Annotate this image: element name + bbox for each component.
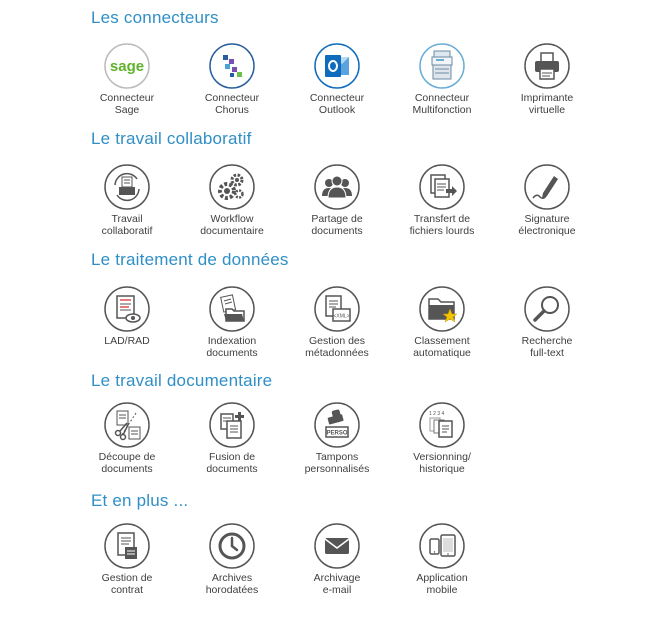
feature-indexation-documents[interactable] — [177, 285, 287, 359]
feature-label: Connecteur Multifonction — [412, 92, 472, 116]
feature-label: Fusion de documents — [206, 451, 258, 475]
sage-logo-icon — [103, 42, 151, 90]
feature-fusion-documents[interactable] — [177, 401, 287, 475]
stamp-icon — [313, 401, 361, 449]
feature-imprimante-virtuelle[interactable] — [492, 42, 602, 116]
svg-text:1 2 3 4: 1 2 3 4 — [429, 411, 445, 417]
feature-label: Application mobile — [416, 572, 468, 596]
feature-label: Imprimante virtuelle — [520, 92, 574, 116]
feature-signature-electronique[interactable] — [492, 163, 602, 237]
feature-label: LAD/RAD — [104, 335, 150, 347]
feature-archives-horodatees[interactable] — [177, 522, 287, 596]
pen-signature-icon — [523, 163, 571, 211]
feature-gestion-contrat[interactable] — [72, 522, 182, 596]
clock-icon — [208, 522, 256, 570]
folder-documents-icon — [208, 285, 256, 333]
section-title-collaboratif: Le travail collaboratif — [91, 129, 252, 148]
feature-tampons-personnalises[interactable] — [282, 401, 392, 475]
gears-icon — [208, 163, 256, 211]
feature-label: Workflow documentaire — [200, 213, 264, 237]
feature-label: Partage de documents — [311, 213, 363, 237]
envelope-icon — [313, 522, 361, 570]
feature-connecteur-sage[interactable] — [72, 42, 182, 116]
feature-partage-documents[interactable] — [282, 163, 392, 237]
mobile-devices-icon — [418, 522, 466, 570]
feature-label: Connecteur Outlook — [309, 92, 365, 116]
feature-travail-collaboratif[interactable] — [72, 163, 182, 237]
section-title-en-plus: Et en plus ... — [91, 491, 189, 510]
feature-workflow-documentaire[interactable] — [177, 163, 287, 237]
svg-text:sage: sage — [109, 58, 145, 75]
feature-label: Connecteur Sage — [99, 92, 155, 116]
group-icon — [313, 163, 361, 211]
file-transfer-icon — [418, 163, 466, 211]
feature-label: Archives horodatées — [205, 572, 259, 596]
stamp-label: PERSO — [326, 430, 348, 437]
feature-label: Archivage e-mail — [313, 572, 361, 596]
feature-decoupe-documents[interactable] — [72, 401, 182, 475]
feature-gestion-metadonnees[interactable] — [282, 285, 392, 359]
feature-archivage-email[interactable] — [282, 522, 392, 596]
scissors-document-icon — [103, 401, 151, 449]
feature-application-mobile[interactable] — [387, 522, 497, 596]
feature-connecteur-outlook[interactable] — [282, 42, 392, 116]
multifunction-printer-icon — [418, 42, 466, 90]
feature-label: Connecteur Chorus — [204, 92, 260, 116]
feature-versionning-historique[interactable] — [387, 401, 497, 475]
feature-recherche-fulltext[interactable] — [492, 285, 602, 359]
feature-transfert-fichiers[interactable] — [387, 163, 497, 237]
printer-icon — [523, 42, 571, 90]
feature-label: Versionning/ historique — [413, 451, 471, 475]
feature-lad-rad[interactable] — [72, 285, 182, 347]
section-title-connecteurs: Les connecteurs — [91, 8, 219, 27]
feature-label: Transfert de fichiers lourds — [409, 213, 475, 237]
feature-connecteur-chorus[interactable] — [177, 42, 287, 116]
feature-connecteur-multifonction[interactable] — [387, 42, 497, 116]
merge-documents-icon — [208, 401, 256, 449]
feature-label: Signature électronique — [518, 213, 576, 237]
versions-icon — [418, 401, 466, 449]
feature-label: Indexation documents — [206, 335, 258, 359]
folder-star-icon — [418, 285, 466, 333]
feature-label: Travail collaboratif — [101, 213, 153, 237]
contract-icon — [103, 522, 151, 570]
feature-label: Découpe de documents — [98, 451, 156, 475]
feature-label: Recherche full-text — [521, 335, 573, 359]
xml-document-icon — [313, 285, 361, 333]
chorus-logo-icon — [208, 42, 256, 90]
section-title-documentaire: Le travail documentaire — [91, 371, 273, 390]
feature-label: Classement automatique — [413, 335, 471, 359]
magnifier-icon — [523, 285, 571, 333]
feature-label: Tampons personnalisés — [304, 451, 370, 475]
feature-label: Gestion des métadonnées — [305, 335, 369, 359]
collaboration-inbox-icon — [103, 163, 151, 211]
svg-text:<XML>: <XML> — [333, 313, 350, 320]
section-title-traitement: Le traitement de données — [91, 250, 289, 269]
document-eye-icon — [103, 285, 151, 333]
feature-label: Gestion de contrat — [101, 572, 153, 596]
outlook-logo-icon — [313, 42, 361, 90]
feature-classement-automatique[interactable] — [387, 285, 497, 359]
